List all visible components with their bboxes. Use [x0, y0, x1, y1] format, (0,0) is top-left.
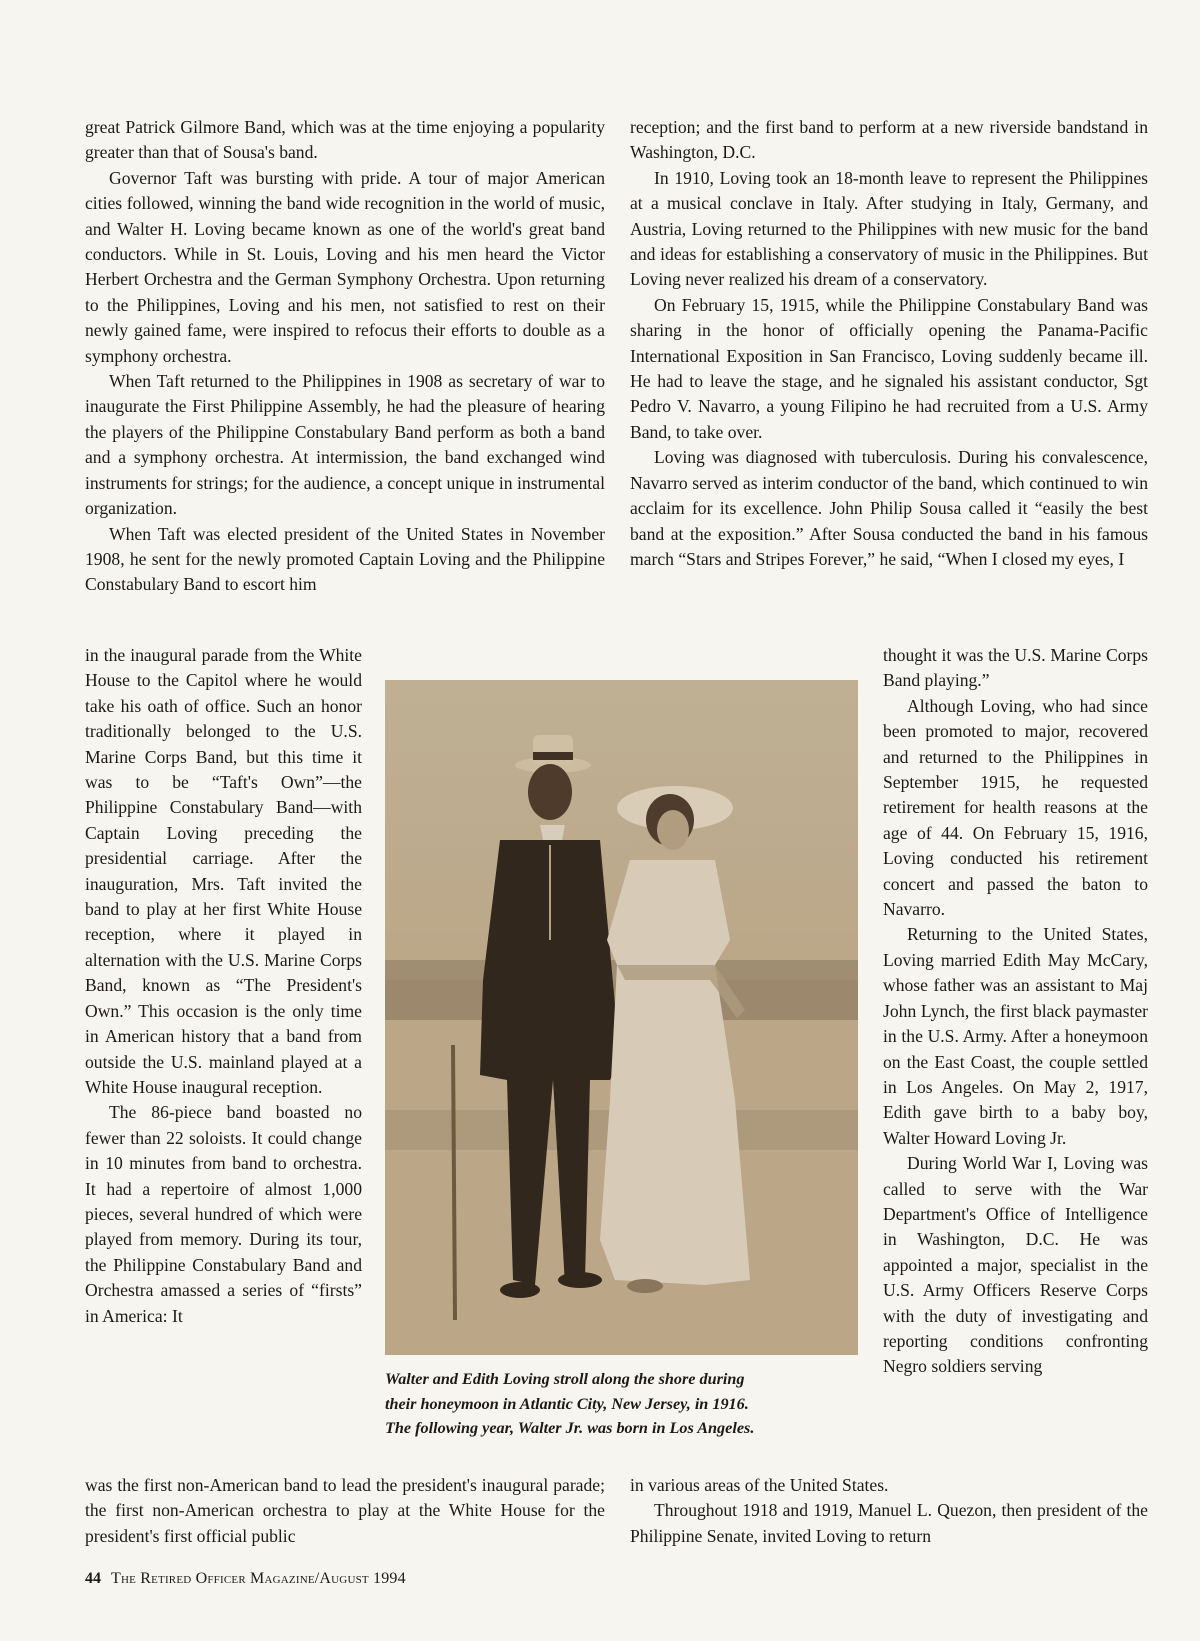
honeymoon-photo: [385, 680, 858, 1355]
page-number: 44: [85, 1570, 101, 1587]
article-paragraph: Throughout 1918 and 1919, Manuel L. Quezon, then president of the Philippine Senate, invited Loving to return: [630, 1500, 1148, 1546]
page-footer: [85, 1570, 406, 1588]
article-paragraph: In 1910, Loving took an 18-month leave to represent the Philippines at a musical conclave in Italy. After studying in Italy, Germany, and Austria, Loving returned to the Philippines with new music for the band and ideas for establishing a conservatory of music in the Philippines. But Loving never realized his dream of a conservatory.: [630, 167, 1148, 290]
article-paragraph: in the inaugural parade from the White House to the Capitol where he would take his oath of office. Such an honor traditionally belonged to the U.S. Marine Corps Band, but this time it was to be “Taft's Own”—the Philippine Constabulary Band—with Captain Loving preceding the presidential carriage. After the inauguration, Mrs. Taft invited the band to play at her first White House reception, where it played in alternation with the U.S. Marine Corps Band, known as “The President's Own.” This occasion is the only time in American history that a band from outside the U.S. mainland played at a White House inaugural reception.: [85, 645, 362, 1097]
article-paragraph: thought it was the U.S. Marine Corps Band playing.”: [883, 645, 1148, 691]
sepia-wash: [385, 680, 858, 1355]
column-left-wrap: [85, 643, 362, 1329]
caption-line: their honeymoon in Atlantic City, New Jersey, in 1916.: [385, 1394, 749, 1413]
sepia-photograph: [385, 680, 858, 1355]
article-paragraph: Loving was diagnosed with tuberculosis. During his convalescence, Navarro served as interim conductor of the band, which continued to win acclaim for its excellence. John Philip Sousa called it “easily the best band at the exposition.” After Sousa conducted the band in his famous march “Stars and Stripes Forever,” he said, “When I closed my eyes, I: [630, 447, 1148, 569]
caption-line: The following year, Walter Jr. was born in Los Angeles.: [385, 1419, 755, 1437]
magazine-credit: The Retired Officer Magazine/August 1994: [111, 1570, 406, 1587]
caption-line: Walter and Edith Loving stroll along the shore during: [385, 1370, 745, 1388]
article-paragraph: Returning to the United States, Loving married Edith May McCary, whose father was an assistant to Maj John Lynch, the first black paymaster in the U.S. Army. After a honeymoon on the East Coast, the couple settled in Los Angeles. On May 2, 1917, Edith gave birth to a baby boy, Walter Howard Loving Jr.: [883, 924, 1148, 1148]
article-paragraph: was the first non-American band to lead the president's inaugural parade; the first non-American orchestra to play at the White House for the president's first official public: [85, 1475, 605, 1546]
article-paragraph: The 86-piece band boasted no fewer than 22 soloists. It could change in 10 minutes from band to orchestra. It had a repertoire of almost 1,000 pieces, several hundred of which were played from memory. During its tour, the Philippine Constabulary Band and Orchestra amassed a series of “firsts” in America: It: [85, 1102, 362, 1326]
photo-caption: [385, 1367, 863, 1441]
article-paragraph: During World War I, Loving was called to serve with the War Department's Office of Intelligence in Washington, D.C. He was appointed a major, specialist in the U.S. Army Officers Reserve Corps with the duty of investigating and reporting conditions confronting Negro soldiers serving: [883, 1153, 1148, 1377]
column-right-top: [630, 115, 1148, 572]
article-paragraph: When Taft was elected president of the United States in November 1908, he sent for the newly promoted Captain Loving and the Philippine Constabulary Band to escort him: [85, 523, 605, 595]
article-paragraph: Governor Taft was bursting with pride. A tour of major American cities followed, winning the band wide recognition in the world of music, and Walter H. Loving became known as one of the world's great band conductors. While in St. Louis, Loving and his men heard the Victor Herbert Orchestra and the German Symphony Orchestra. Upon returning to the Philippines, Loving and his men, not satisfied to rest on their newly gained fame, were inspired to refocus their efforts to double as a symphony orchestra.: [85, 167, 605, 366]
column-left-top: [85, 115, 605, 598]
article-paragraph: Although Loving, who had since been promoted to major, recovered and returned to the Philippines in September 1915, he requested retirement for health reasons at the age of 44. On February 15, 1916, Loving conducted his retirement concert and passed the baton to Navarro.: [883, 695, 1148, 920]
article-paragraph: reception; and the first band to perform at a new riverside bandstand in Washington, D.C.: [630, 117, 1148, 163]
column-right-wrap: [883, 643, 1148, 1380]
column-right-bottom: [630, 1473, 1148, 1549]
article-paragraph: in various areas of the United States.: [630, 1475, 889, 1495]
article-paragraph: When Taft returned to the Philippines in 1908 as secretary of war to inaugurate the First Philippine Assembly, he had the pleasure of hearing the players of the Philippine Constabulary Band perform as both a band and a symphony orchestra. At intermission, the band exchanged wind instruments for strings; for the audience, a concept unique in instrumental organization.: [85, 371, 605, 519]
article-paragraph: great Patrick Gilmore Band, which was at the time enjoying a popularity greater than that of Sousa's band.: [85, 117, 605, 163]
column-left-bottom: [85, 1473, 605, 1549]
article-paragraph: On February 15, 1915, while the Philippine Constabulary Band was sharing in the honor of officially opening the Panama-Pacific International Exposition in San Francisco, Loving suddenly became ill. He had to leave the stage, and he signaled his assistant conductor, Sgt Pedro V. Navarro, a young Filipino he had recruited from a U.S. Army Band, to take over.: [630, 294, 1148, 442]
